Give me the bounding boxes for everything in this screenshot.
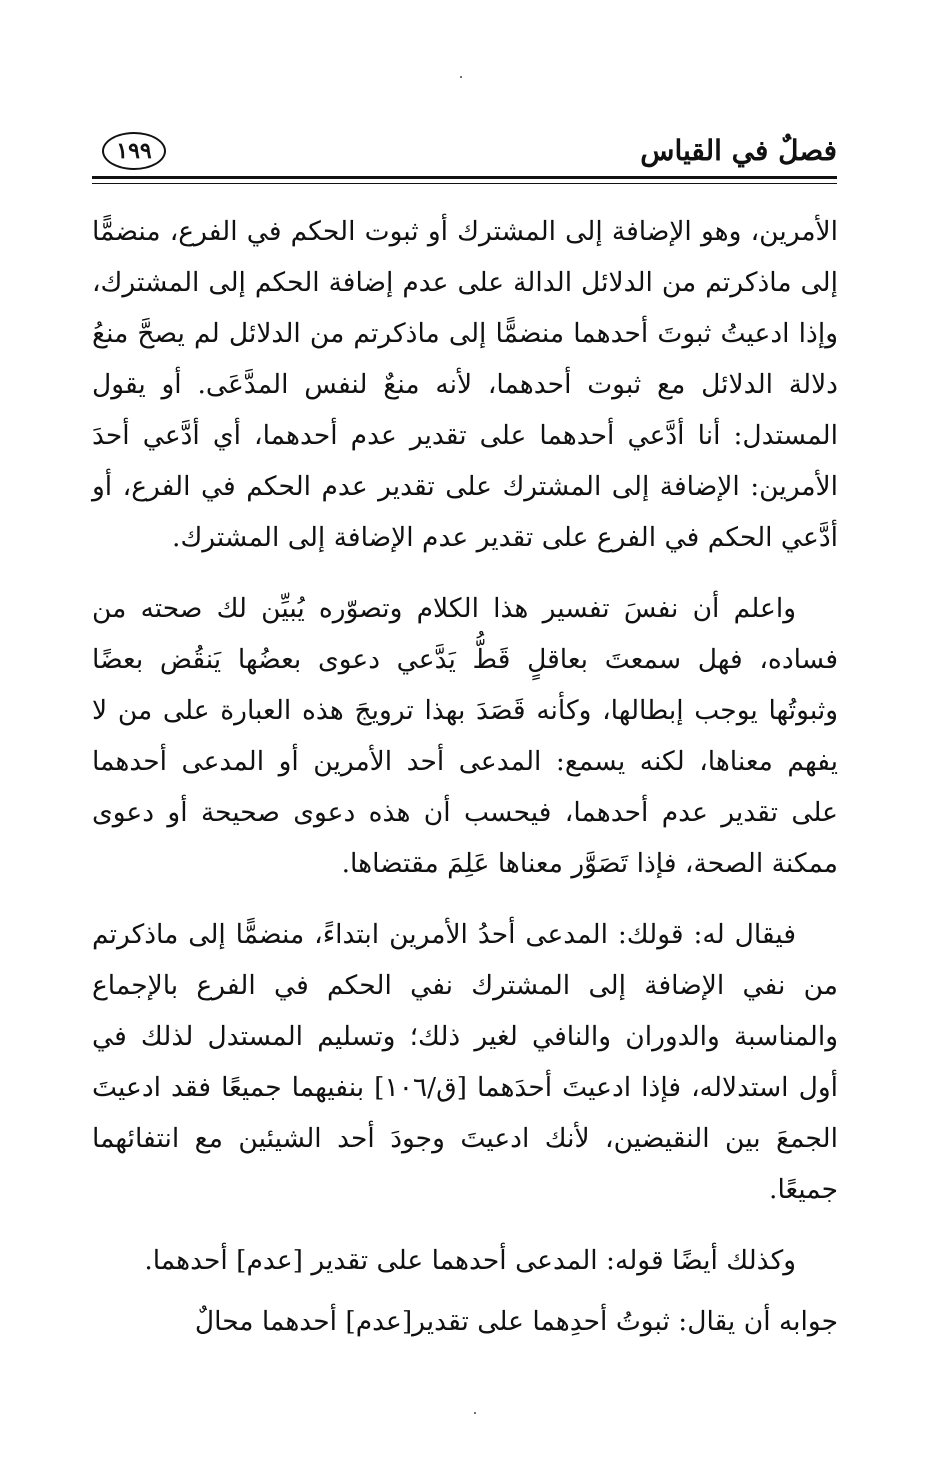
scan-speck (460, 76, 462, 78)
paragraph-5: جوابه أن يقال: ثبوتُ أحدِهما على تقدير[عدم] أحدهما محالٌ (194, 1306, 838, 1337)
scan-speck (474, 1412, 476, 1414)
header-rule-thick (92, 176, 837, 179)
body-text (92, 206, 838, 1367)
page-header (92, 118, 837, 180)
paragraph-3: فيقال له: قولك: المدعى أحدُ الأمرين ابتداءً، منضمًّا إلى ماذكرتم من نفي الإضافة إلى المشترك نفي الحكم في الفرع بالإجماع والمناسبة والدوران والنافي لغير ذلك؛ وتسليم المستدل لذلك في أول استدلاله، فإذا ادعيتَ أحدَهما [ق/١٠٦] بنفيهما جميعًا فقد ادعيتَ الجمعَ بين النقيضين، لأنك ادعيتَ وجودَ أحد الشيئين مع انتفائهما جميعًا. (92, 919, 839, 1205)
paragraph-4: وكذلك أيضًا قوله: المدعى أحدهما على تقدير [عدم] أحدهما. (144, 1245, 796, 1276)
chapter-title: فصلٌ في القياس (640, 134, 837, 167)
page-number: ١٩٩ (102, 132, 166, 170)
header-rule-thin (92, 183, 837, 184)
paragraph-1: الأمرين، وهو الإضافة إلى المشترك أو ثبوت الحكم في الفرع، منضمًّا إلى ماذكرتم من الدلائل الدالة على عدم إضافة الحكم إلى المشترك، وإذا ادعيتُ ثبوتَ أحدهما منضمًّا إلى ماذكرتم من الدلائل لم يصحَّ منعُ دلالة الدلائل مع ثبوت أحدهما، لأنه منعٌ لنفس المدَّعَى. أو يقول المستدل: أنا أدَّعي أحدهما على تقدير عدم أحدهما، أي أدَّعي أحدَ الأمرين: الإضافة إلى المشترك على تقدير عدم الحكم في الفرع، أو أدَّعي الحكم في الفرع على تقدير عدم الإضافة إلى المشترك. (92, 216, 838, 553)
paragraph-2: واعلم أن نفسَ تفسير هذا الكلام وتصوّره يُبيِّن لك صحته من فساده، فهل سمعتَ بعاقلٍ قَطُّ يَدَّعي دعوى بعضُها يَنقُض بعضًا وثبوتُها يوجب إبطالها، وكأنه قَصَدَ بهذا ترويجَ هذه العبارة على من لا يفهم معناها، لكنه يسمع: المدعى أحد الأمرين أو المدعى أحدهما على تقدير عدم أحدهما، فيحسب أن هذه دعوى صحيحة أو دعوى ممكنة الصحة، فإذا تَصَوَّر معناها عَلِمَ مقتضاها. (92, 593, 838, 879)
